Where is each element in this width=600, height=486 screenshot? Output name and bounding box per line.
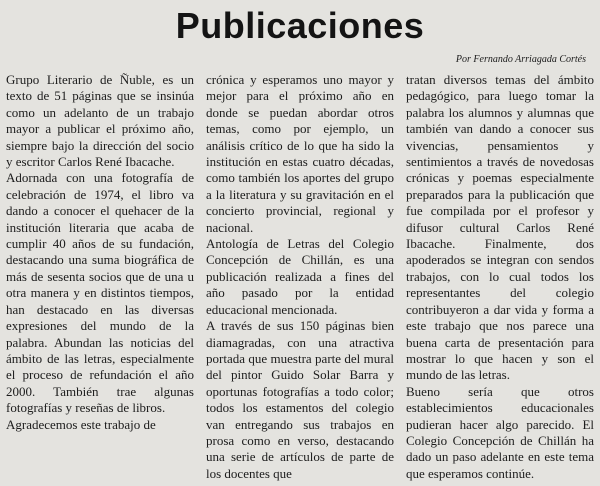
paragraph: Agradecemos este trabajo de <box>6 416 156 432</box>
column-1 <box>6 72 194 482</box>
paragraph: crónica y esperamos uno mayor y mejor para el próximo año en donde se puedan abordar otros temas, como por ejemplo, un análisis crítico de lo que ha sido la institución en estas cuatro décadas, como también los aportes del grupo a la literatura y su gravitación en el concierto provincial, regional y nacional. <box>206 72 394 235</box>
paragraph: Grupo Literario de Ñuble, es un texto de 51 páginas que se insinúa como un adelanto de un trabajo mayor a publicar el próximo año, siempre bajo la dirección del socio y escritor Carlos René Ibacache. <box>6 72 194 170</box>
article-byline: Por Fernando Arriagada Cortés <box>455 54 586 65</box>
column-3 <box>406 72 594 482</box>
article-body <box>6 72 594 482</box>
paragraph: tratan diversos temas del ámbito pedagógico, para luego tomar la palabra los alumnos y alumnas que también van dando a conocer sus vivencias, pensamientos y sentimientos a través de novedosas crónicas y poemas especialmente preparados para la publicación que fue compilada por el profesor y difusor cultural Carlos René Ibacache. Finalmente, dos apoderados se integran con sendos trabajos, con lo cual todos los representantes del colegio contribuyeron a dar vida y forma a este trabajo que nos parece una buena carta de presentación para mostrar lo que hacen y son el mundo de las letras. <box>406 72 594 383</box>
article-title: Publicaciones <box>175 5 425 46</box>
paragraph: Bueno sería que otros establecimientos educacionales pudieran hacer algo parecido. El Colegio Concepción de Chillán ha dado un paso adelante en este tema que esperamos continúe. <box>406 383 594 481</box>
paragraph: A través de sus 150 páginas bien diamagradas, con una atractiva portada que muestra parte del mural del pintor Guido Solar Barra y oportunas fotografías a todo color; todos los estamentos del colegio van entregando sus trabajos en prosa como en verso, destacando una serie de artículos de parte de los docentes que <box>206 318 394 481</box>
column-2 <box>206 72 394 482</box>
paragraph: Antología de Letras del Colegio Concepción de Chillán, es una publicación realizada a fines del año pasado por la entidad educacional mencionada. <box>206 236 394 317</box>
paragraph: Adornada con una fotografía de celebración de 1974, el libro va dando a conocer el quehacer de la institución literaria que acaba de cumplir 40 años de su fundación, destacando una suma biográfica de más de sesenta socios que de una u otra manera y en distintos tiempos, han destacado en las diversas expresiones del mundo de la palabra. Abundan las noticias del ámbito de las letras, especialmente el proceso de refundación el año 2000. También trae algunas fotografías y reseñas de libros. <box>6 170 194 416</box>
